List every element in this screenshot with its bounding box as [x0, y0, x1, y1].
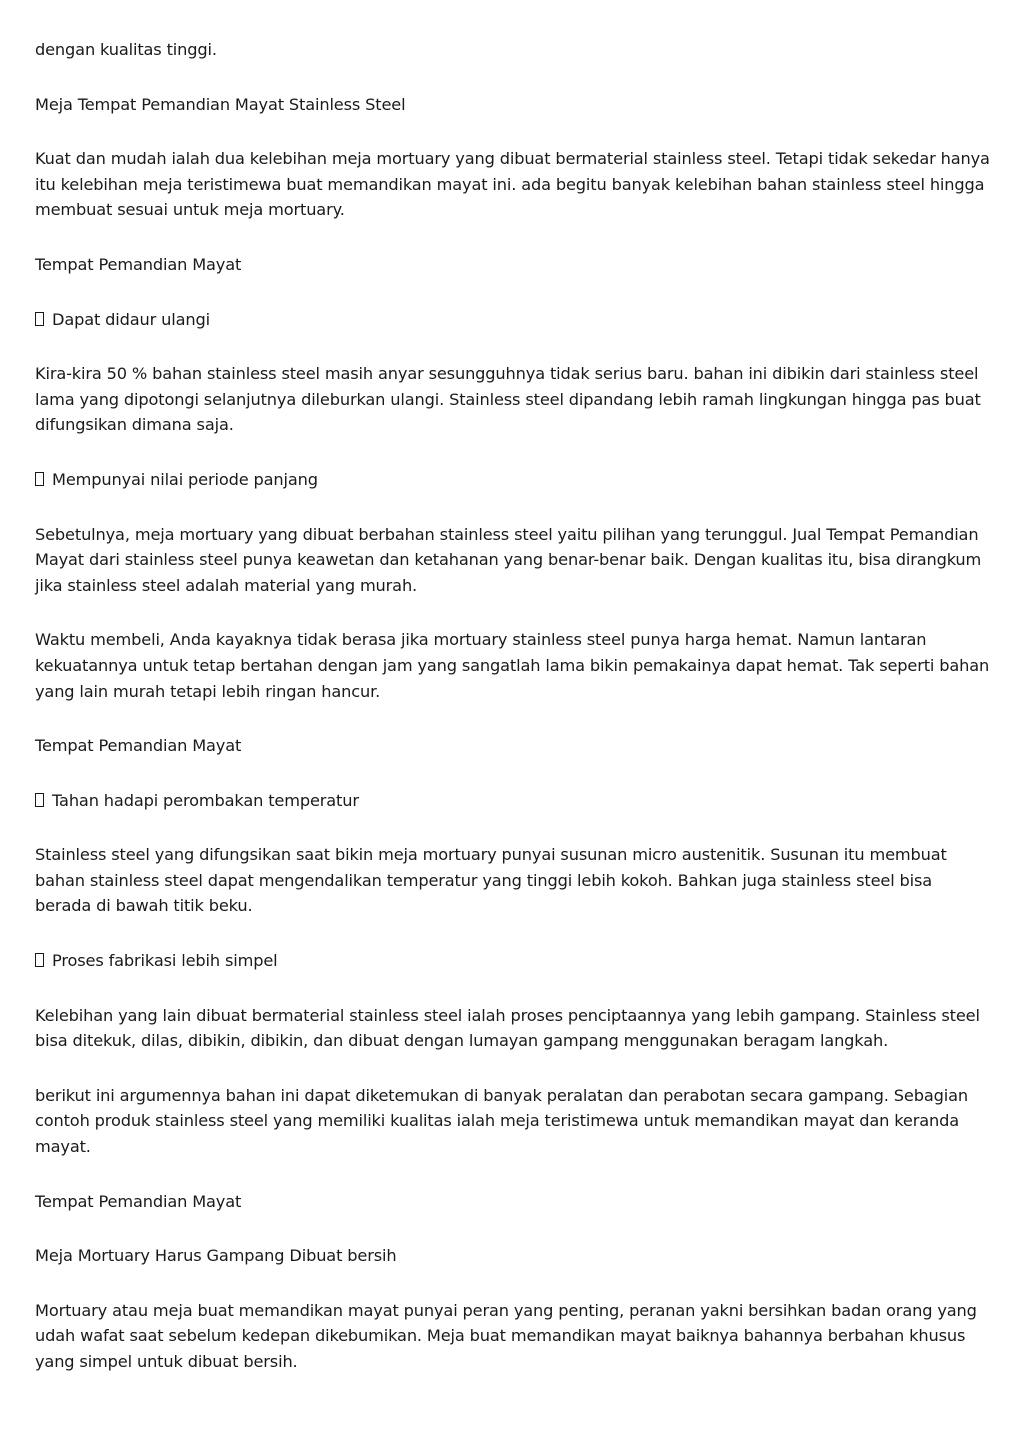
section-heading: Tempat Pemandian Mayat — [35, 1191, 242, 1211]
paragraph: Waktu membeli, Anda kayaknya tidak berasa jika mortuary stainless steel punya harga hemat. Namun lantaran kekuatannya untuk tetap bertahan dengan jam yang sangatlah lama bikin pemakainya dapat hemat. Tak seperti bahan yang lain murah tetapi lebih ringan hancur. — [35, 630, 990, 701]
paragraph: dengan kualitas tinggi. — [35, 40, 217, 59]
document-body — [35, 37, 993, 1404]
bullet-item-label: Tahan hadapi perombakan temperatur — [52, 790, 359, 810]
section-heading: Meja Mortuary Harus Gampang Dibuat bersih — [35, 1246, 397, 1266]
paragraph: Kira-kira 50 % bahan stainless steel masih anyar sesungguhnya tidak serius baru. bahan ini dibikin dari stainless steel lama yang dipotongi selanjutnya dileburkan ulangi. Stainless steel dipandang lebih ramah lingkungan hingga pas buat difungsikan dimana saja. — [35, 364, 981, 435]
paragraph: Mortuary atau meja buat memandikan mayat punyai peran yang penting, peranan yakni bersihkan badan orang yang udah wafat saat sebelum kedepan dikebumikan. Meja buat memandikan mayat baiknya bahannya berbahan khusus yang simpel untuk dibuat bersih. — [35, 1300, 977, 1371]
bullet-item-label: Dapat didaur ulangi — [52, 309, 210, 329]
bullet-item — [35, 948, 993, 974]
missing-glyph-box-icon — [35, 312, 44, 326]
bullet-item-label: Mempunyai nilai periode panjang — [52, 469, 318, 489]
section-heading: Tempat Pemandian Mayat — [35, 254, 242, 274]
section-heading: Meja Tempat Pemandian Mayat Stainless Steel — [35, 94, 406, 114]
section-heading: Tempat Pemandian Mayat — [35, 736, 242, 756]
bullet-item — [35, 467, 993, 493]
paragraph: Sebetulnya, meja mortuary yang dibuat berbahan stainless steel yaitu pilihan yang terunggul. Jual Tempat Pemandian Mayat dari stainless steel punya keawetan dan ketahanan yang benar-benar baik. Dengan kualitas itu, bisa dirangkum jika stainless steel adalah material yang murah. — [35, 524, 982, 595]
bullet-item — [35, 307, 993, 333]
paragraph: berikut ini argumennya bahan ini dapat diketemukan di banyak peralatan dan perabotan secara gampang. Sebagian contoh produk stainless steel yang memiliki kualitas ialah meja teristimewa untuk memandikan mayat dan keranda mayat. — [35, 1085, 968, 1157]
missing-glyph-box-icon — [35, 472, 44, 486]
missing-glyph-box-icon — [35, 953, 44, 967]
bullet-item — [35, 788, 993, 814]
bullet-item-label: Proses fabrikasi lebih simpel — [52, 951, 278, 971]
missing-glyph-box-icon — [35, 793, 44, 807]
paragraph: Kuat dan mudah ialah dua kelebihan meja mortuary yang dibuat bermaterial stainless steel. Tetapi tidak sekedar hanya itu kelebihan meja teristimewa buat memandikan mayat ini. ada begitu banyak kelebihan bahan stainless steel hingga membuat sesuai untuk meja mortuary. — [35, 149, 990, 220]
paragraph: Kelebihan yang lain dibuat bermaterial stainless steel ialah proses penciptaannya yang lebih gampang. Stainless steel bisa ditekuk, dilas, dibikin, dibikin, dan dibuat dengan lumayan gampang menggunakan beragam langkah. — [35, 1005, 980, 1051]
paragraph: Stainless steel yang difungsikan saat bikin meja mortuary punyai susunan micro austenitik. Susunan itu membuat bahan stainless steel dapat mengendalikan temperatur yang tinggi lebih kokoh. Bahkan juga stainless steel bisa berada di bawah titik beku. — [35, 845, 947, 916]
